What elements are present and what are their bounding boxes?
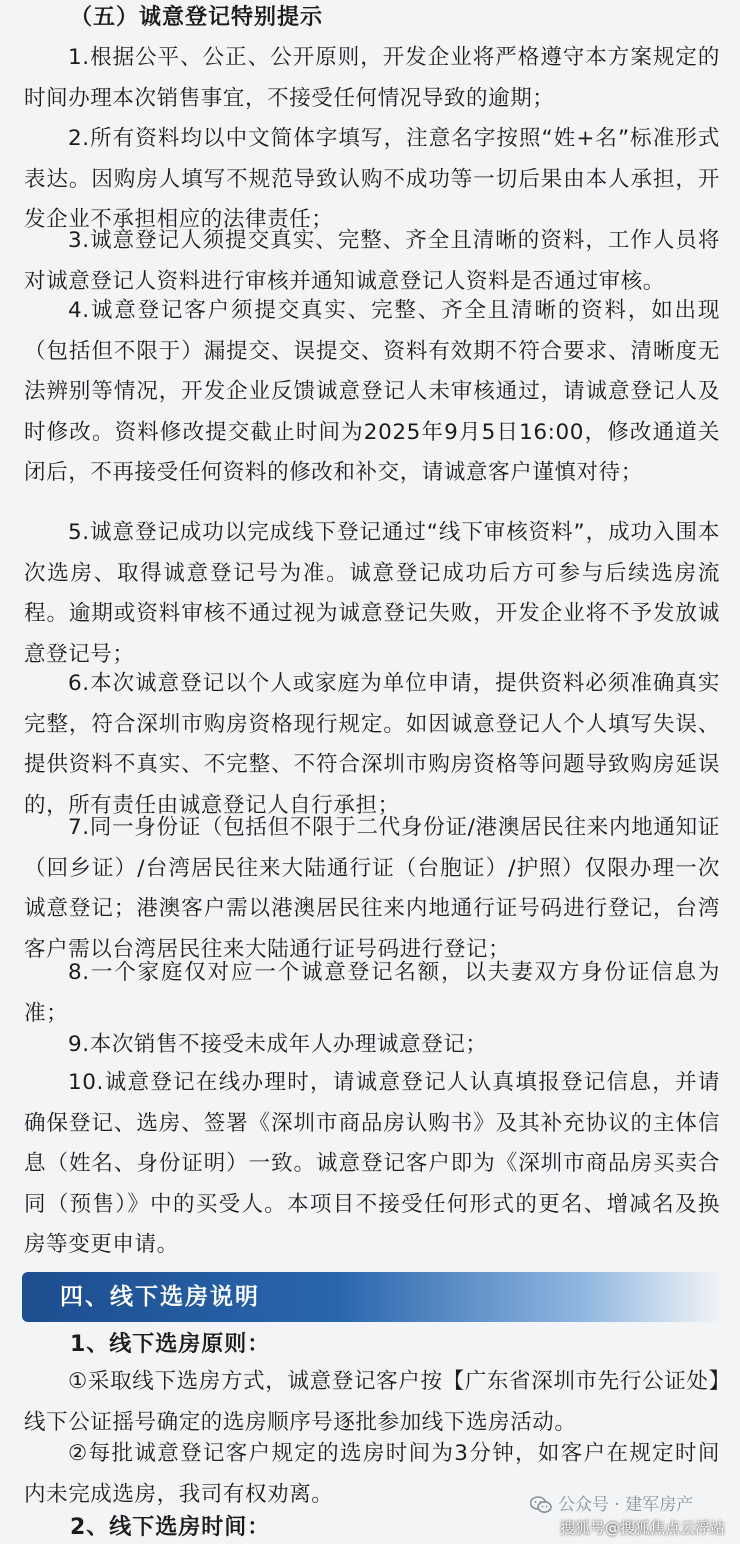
watermark-text: 公众号 · 建军房产	[558, 1495, 694, 1515]
wechat-icon	[530, 1496, 552, 1514]
principle-item-2: ②每批诚意登记客户规定的选房时间为3分钟，如客户在规定时间内未完成选房，我司有权劝离。	[24, 1441, 720, 1507]
notice-item-5: 5.诚意登记成功以完成线下登记通过“线下审核资料”，成功入围本次选房、取得诚意登记号为准。诚意登记成功后方可参与后续选房流程。逾期或资料审核不通过视为诚意登记失败，开发企业将不予发放诚意登记号；	[24, 520, 720, 667]
subheading-selection-time: 2、线下选房时间：	[70, 1515, 271, 1540]
notice-item-6: 6.本次诚意登记以个人或家庭为单位申请，提供资料必须准确真实完整，符合深圳市购房资格现行规定。如因诚意登记人个人填写失误、提供资料不真实、不完整、不符合深圳市购房资格等问题导致购房延误的，所有责任由诚意登记人自行承担；	[24, 671, 720, 818]
section-banner-offline-selection	[22, 1272, 722, 1322]
notice-item-2: 2.所有资料均以中文简体字填写，注意名字按照“姓+名”标准形式表达。因购房人填写不规范导致认购不成功等一切后果由本人承担，开发企业不承担相应的法律责任；	[24, 126, 720, 232]
section-heading-special-notes: （五）诚意登记特别提示	[70, 5, 324, 30]
notice-item-1: 1.根据公平、公正、公开原则，开发企业将严格遵守本方案规定的时间办理本次销售事宜，不接受任何情况导致的逾期；	[24, 45, 720, 111]
notice-item-9: 9.本次销售不接受未成年人办理诚意登记；	[68, 1032, 488, 1057]
notice-item-8: 8.一个家庭仅对应一个诚意登记名额，以夫妻双方身份证信息为准；	[24, 960, 720, 1026]
notice-item-4: 4.诚意登记客户须提交真实、完整、齐全且清晰的资料，如出现（包括但不限于）漏提交、误提交、资料有效期不符合要求、清晰度无法辨别等情况，开发企业反馈诚意登记人未审核通过，请诚意登记人及时修改。资料修改提交截止时间为2025年9月5日16:00，修改通道关闭后，不再接受任何资料的修改和补交，请诚意客户谨慎对待；	[24, 298, 720, 485]
subheading-selection-principle: 1、线下选房原则：	[70, 1332, 271, 1357]
notice-item-3: 3.诚意登记人须提交真实、完整、齐全且清晰的资料，工作人员将对诚意登记人资料进行审核并通知诚意登记人资料是否通过审核。	[24, 228, 720, 294]
source-watermark: 搜狐号@搜狐焦点云浮站	[560, 1519, 726, 1537]
banner-title: 四、线下选房说明	[60, 1284, 260, 1310]
account-watermark	[530, 1494, 693, 1516]
notice-item-7: 7.同一身份证（包括但不限于二代身份证/港澳居民往来内地通知证（回乡证）/台湾居民往来大陆通行证（台胞证）/护照）仅限办理一次诚意登记；港澳客户需以港澳居民往来内地通行证号码进行登记，台湾客户需以台湾居民往来大陆通行证号码进行登记；	[24, 815, 720, 962]
notice-item-10: 10.诚意登记在线办理时，请诚意登记人认真填报登记信息，并请确保登记、选房、签署《深圳市商品房认购书》及其补充协议的主体信息（姓名、身份证明）一致。诚意登记客户即为《深圳市商品房买卖合同（预售）》中的买受人。本项目不接受任何形式的更名、增减名及换房等变更申请。	[24, 1070, 720, 1257]
principle-item-1: ①采取线下选房方式，诚意登记客户按【广东省深圳市先行公证处】线下公证摇号确定的选房顺序号逐批参加线下选房活动。	[24, 1369, 720, 1435]
